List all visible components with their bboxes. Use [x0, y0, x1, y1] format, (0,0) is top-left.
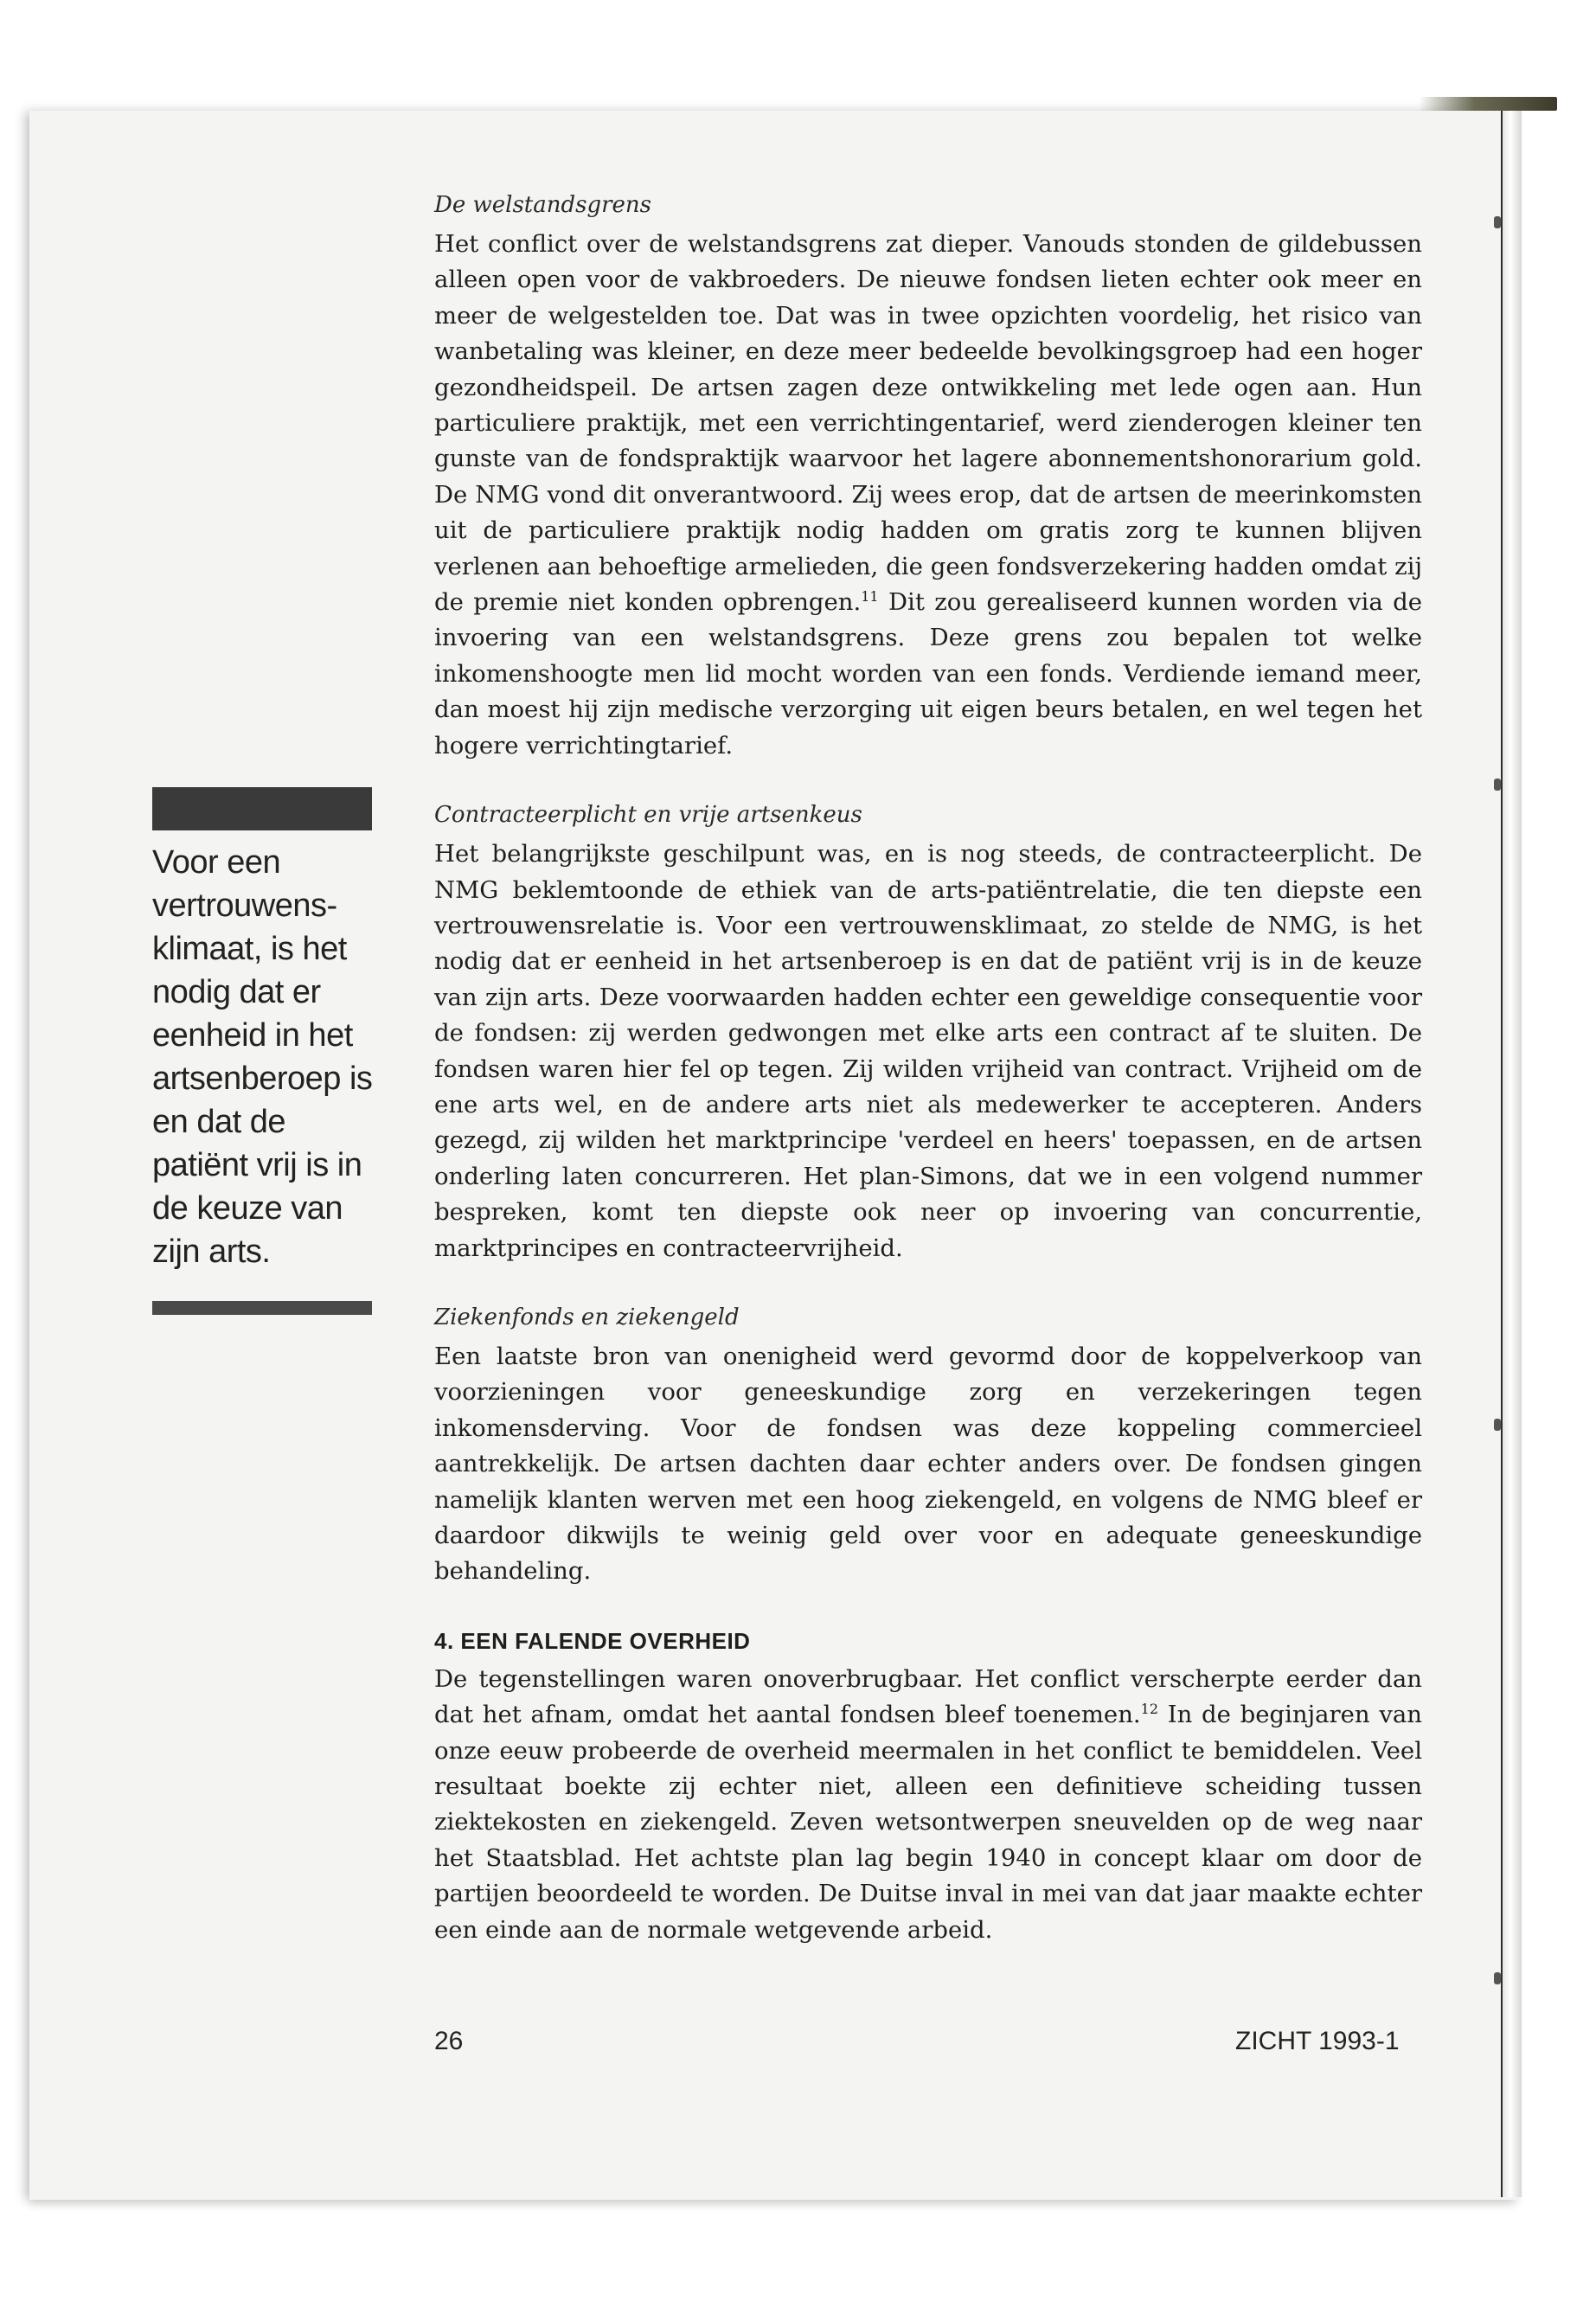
binding-stitch	[1494, 1972, 1501, 1984]
section-title: De welstandsgrens	[434, 192, 652, 218]
binding-stitch	[1494, 216, 1501, 228]
section-welstandsgrens	[434, 192, 1422, 764]
section-title: Ziekenfonds en ziekengeld	[434, 1304, 740, 1330]
section-title: Contracteerplicht en vrije artsenkeus	[434, 802, 862, 829]
journal-issue: ZICHT 1993-1	[1235, 2027, 1400, 2055]
article-body	[434, 192, 1422, 1948]
pull-quote: Voor een vertrouwens-klimaat, is het nodig dat er eenheid in het artsenberoep is en dat de patiënt vrij is in de keuze van zijn arts.	[152, 844, 373, 1270]
footnote-marker: 12	[1140, 1701, 1159, 1718]
chapter-paragraph: De tegenstellingen waren onoverbrugbaar. Het conflict verscherpte eerder dan dat het afnam, omdat het aantal fondsen bleef toenemen.$^{12}$ In de beginjaren van onze eeuw probeerde de overheid meermalen in het conflict te bemiddelen. Veel resultaat boekte zij echter niet, alleen een definitieve scheiding tussen ziektekosten en ziekengeld. Zeven wetsontwerpen sneuvelden op de weg naar het Staatsblad. Het achtste plan lag begin 1940 in concept klaar om door de partijen beoordeeld te worden. De Duitse inval in mei van dat jaar maakte echter een einde aan de normale wetgevende arbeid.	[434, 1664, 1422, 1944]
binding-stitch	[1494, 779, 1501, 791]
page-number: 26	[434, 2027, 464, 2055]
section-paragraph: Het belangrijkste geschilpunt was, en is nog steeds, de contracteerplicht. De NMG beklemtoonde de ethiek van de arts-patiëntrelatie, die ten diepste een vertrouwensrelatie is. Voor een vertrouwensklimaat, zo stelde de NMG, is het nodig dat er eenheid in het artsenberoep is en dat de patiënt vrij is in de keuze van zijn arts. Deze voorwaarden hadden echter een geweldige consequentie voor de fondsen: zij werden gedwongen met elke arts een contract af te sluiten. De fondsen waren hier fel op tegen. Zij wilden vrijheid van contract. Vrijheid om de ene arts wel, en de andere arts niet als medewerker te accepteren. Anders gezegd, zij wilden het marktprincipe 'verdeel en heers' toepassen, en de artsen onderling laten concurreren. Het plan-Simons, dat we in een volgend nummer bespreken, komt ten diepste ook neer op invoering van concurrentie, marktprincipes en contracteervrijheid.	[434, 840, 1422, 1262]
footnote-marker: 11	[861, 587, 879, 605]
chapter-heading: 4. EEN FALENDE OVERHEID	[434, 1627, 751, 1654]
section-contracteerplicht	[434, 802, 1422, 1266]
pull-quote-bar-top	[152, 787, 372, 830]
section-paragraph: Een laatste bron van onenigheid werd gevormd door de koppelverkoop van voorzieningen voor geneeskundige zorg en verzekeringen tegen inkomensderving. Voor de fondsen was deze koppeling commercieel aantrekkelijk. De artsen dachten daar echter anders over. De fondsen gingen namelijk klanten werven met een hoog ziekengeld, en volgens de NMG bleef er daardoor dikwijls te weinig geld over voor en adequate geneeskundige behandeling.	[434, 1342, 1422, 1586]
chapter-falende-overheid	[434, 1628, 1422, 1948]
binding-tab	[1419, 97, 1557, 111]
pull-quote-bar-bottom	[152, 1301, 372, 1315]
book-spine	[1501, 104, 1522, 2197]
section-paragraph: Het conflict over de welstandsgrens zat dieper. Vanouds stonden de gildebussen alleen open voor de vakbroeders. De nieuwe fondsen lieten echter ook meer en meer de welgestelden toe. Dat was in twee opzichten voordelig, het risico van wanbetaling was kleiner, en deze meer bedeelde bevolkingsgroep had een hoger gezondheidspeil. De artsen zagen deze ontwikkeling met lede ogen aan. Hun particuliere praktijk, met een verrichtingentarief, werd zienderogen kleiner ten gunste van de fondspraktijk waarvoor het lagere abonnementshonorarium gold. De NMG vond dit onverantwoord. Zij wees erop, dat de artsen de meerinkomsten uit de particuliere praktijk nodig hadden om gratis zorg te kunnen blijven verlenen aan behoeftige armelieden, die geen fondsverzekering hadden omdat zij de premie niet konden opbrengen.$^{11}$ Dit zou gerealiseerd kunnen worden via de invoering van een welstandsgrens. Deze grens zou bepalen tot welke inkomenshoogte men lid mocht worden van een fonds. Verdiende iemand meer, dan moest hij zijn medische verzorging uit eigen beurs betalen, en wel tegen het hogere verrichtingtarief.	[434, 230, 1422, 760]
section-ziekenfonds	[434, 1304, 1422, 1590]
binding-stitch	[1494, 1419, 1501, 1431]
